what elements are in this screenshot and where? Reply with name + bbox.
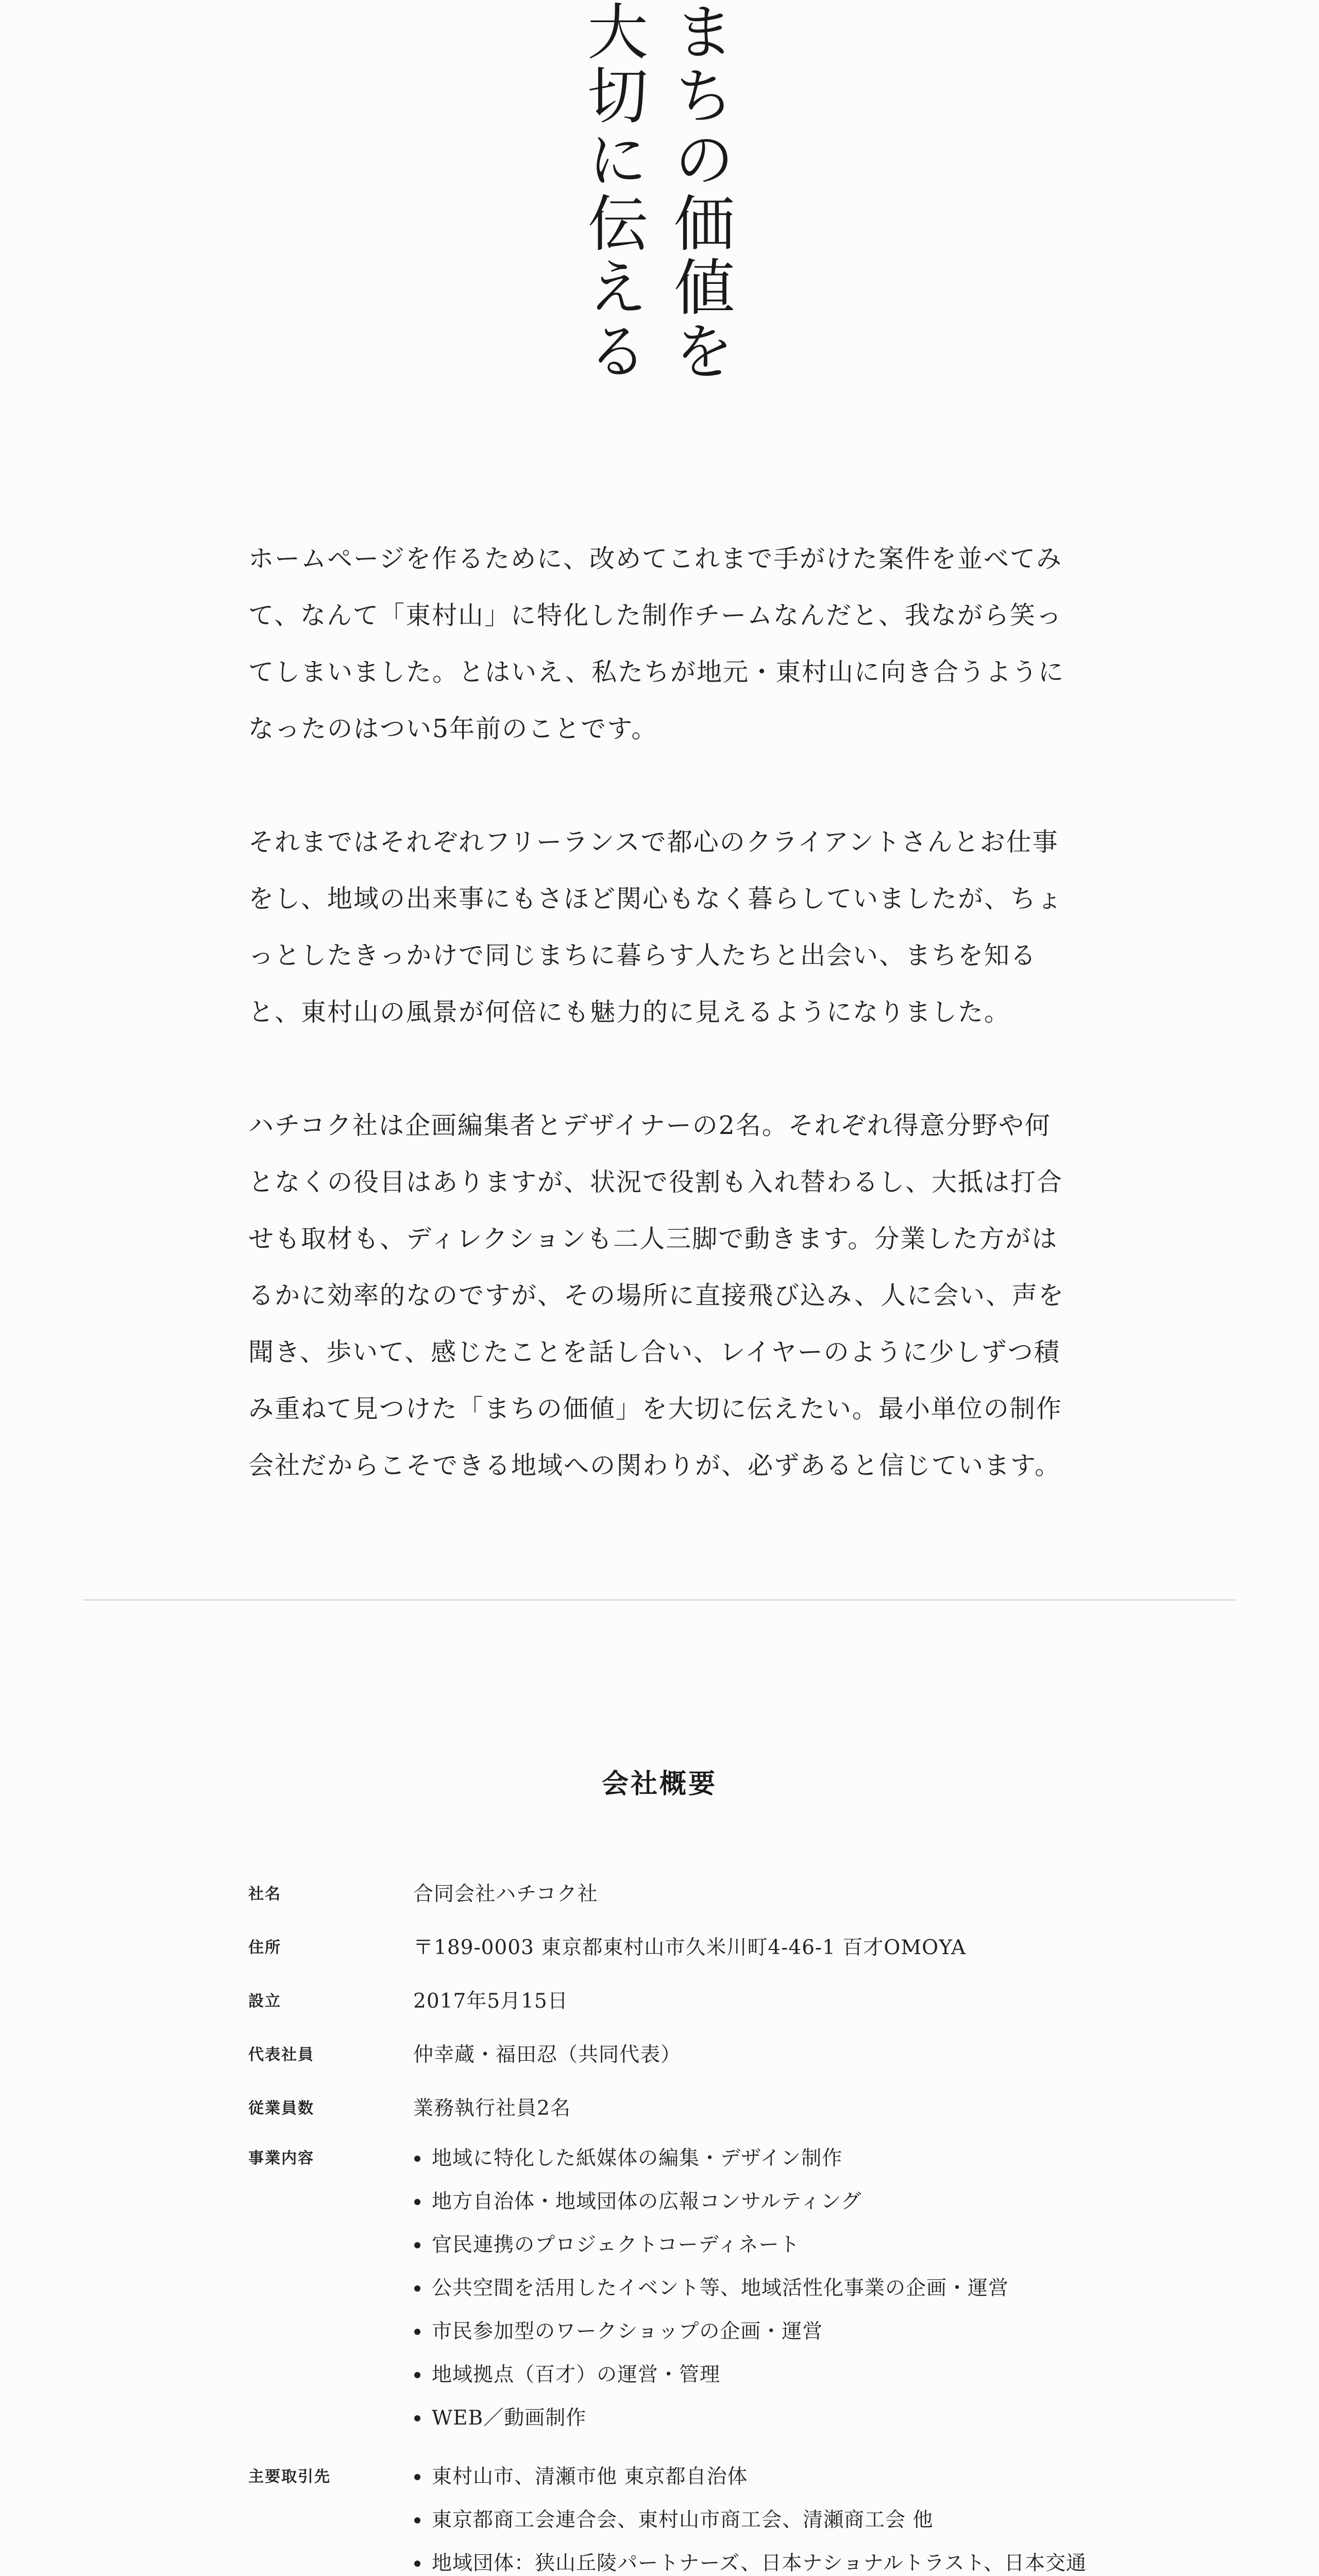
profile-value: 仲幸蔵・福田忍（共同代表） (413, 2043, 682, 2066)
profile-value: 〒189-0003 東京都東村山市久米川町4-46-1 百才OMOYA (413, 1936, 967, 1959)
profile-value: 2017年5月15日 (413, 1990, 568, 2013)
intro-paragraph-1: ホームページを作るために、改めてこれまで手がけた案件を並べてみて、なんて「東村山」に特化した制作チームなんだと、我ながら笑ってしまいました。とはいえ、私たちが地元・東村山に向き合うようになったのはつい5年前のことです。 (248, 544, 1064, 743)
profile-value: 業務執行社員2名 (413, 2097, 571, 2120)
list-item: 市民参加型のワークショップの企画・運営 (413, 2316, 1093, 2347)
list-item: 地域拠点（百才）の運営・管理 (413, 2360, 1093, 2391)
section-divider (82, 1599, 1237, 1601)
list-item: 地方自治体・地域団体の広報コンサルティング (413, 2187, 1093, 2217)
profile-row-clients (248, 2462, 1093, 2576)
business-list (413, 2143, 1093, 2446)
hero-line-2: 大切に伝える (577, 0, 648, 383)
list-item: 地域団体：狭山丘陵パートナーズ、日本ナショナルトラスト、日本交通 (413, 2548, 1093, 2576)
profile-row-company (248, 1875, 1093, 1913)
hero-line-1: まちの価値を (664, 0, 735, 383)
list-item: 地域に特化した紙媒体の編集・デザイン制作 (413, 2143, 1093, 2174)
list-item: 官民連携のプロジェクトコーディネート (413, 2230, 1093, 2261)
profile-label: 社名 (248, 1885, 281, 1903)
profile-label: 主要取引先 (248, 2468, 331, 2486)
profile-label: 事業内容 (248, 2149, 314, 2167)
intro-paragraph-3: ハチコク社は企画編集者とデザイナーの2名。それぞれ得意分野や何となくの役目はありますが、状況で役割も入れ替わるし、大抵は打合せも取材も、ディレクションも二人三脚で動きます。分業した方がはるかに効率的なのですが、その場所に直接飛び込み、人に会い、声を聞き、歩いて、感じたことを話し合い、レイヤーのように少しずつ積み重ねて見つけた「まちの価値」を大切に伝えたい。最小単位の制作会社だからこそできる地域への関わりが、必ずあると信じています。 (248, 1111, 1064, 1480)
profile-label: 住所 (248, 1939, 281, 1957)
list-item: 東京都商工会連合会、東村山市商工会、清瀬商工会 他 (413, 2505, 1093, 2536)
profile-label: 設立 (248, 1992, 281, 2010)
profile-row-founded (248, 1982, 1093, 2021)
overview-title: 会社概要 (601, 1769, 717, 1800)
profile-row-address (248, 1929, 1093, 1967)
list-item: 東村山市、清瀬市他 東京都自治体 (413, 2462, 1093, 2493)
profile-row-staff (248, 2090, 1093, 2128)
intro-paragraph-2: それまではそれぞれフリーランスで都心のクライアントさんとお仕事をし、地域の出来事にもさほど関心もなく暮らしていましたが、ちょっとしたきっかけで同じまちに暮らす人たちと出会い、まちを知ると、東村山の風景が何倍にも魅力的に見えるようになりました。 (248, 827, 1063, 1027)
profile-value: 合同会社ハチコク社 (413, 1883, 598, 1906)
profile-row-representative (248, 2036, 1093, 2074)
profile-row-business (248, 2143, 1093, 2446)
intro-section (248, 531, 1073, 1551)
profile-label: 代表社員 (248, 2046, 314, 2064)
clients-list (413, 2462, 1093, 2576)
profile-label: 従業員数 (248, 2099, 314, 2117)
list-item: WEB／動画制作 (413, 2403, 1093, 2434)
list-item: 公共空間を活用したイベント等、地域活性化事業の企画・運営 (413, 2273, 1093, 2304)
hero-heading (577, 0, 747, 392)
company-profile (248, 1875, 1093, 2576)
